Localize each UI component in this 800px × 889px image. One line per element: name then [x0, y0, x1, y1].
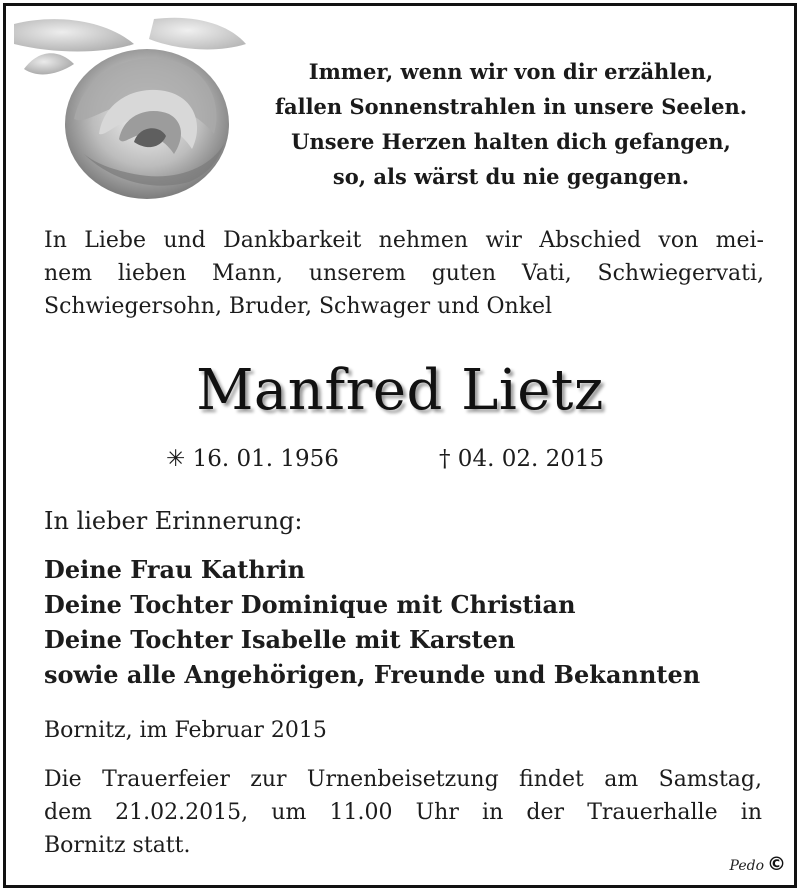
memory-heading: In lieber Erinnerung:	[44, 507, 303, 535]
poem	[251, 54, 771, 194]
birth-date: ✳ 16. 01. 1956	[166, 446, 339, 472]
funeral-notice	[44, 763, 762, 862]
mourners-list	[44, 552, 700, 692]
poem-line: so, als wärst du nie gegangen.	[332, 164, 690, 189]
mourner-line: Deine Tochter Isabelle mit Karsten	[44, 625, 516, 654]
farewell-line: Schwiegersohn, Bruder, Schwager und Onkel	[44, 294, 553, 319]
designer-signature: Pedo	[729, 858, 764, 874]
notice-line: Bornitz statt.	[44, 833, 191, 858]
farewell-text	[44, 224, 764, 323]
deceased-name: Manfred Lietz	[196, 358, 604, 423]
notice-line: dem 21.02.2015, um 11.00 Uhr in der Trauerhalle in	[44, 800, 762, 825]
poem-line: Immer, wenn wir von dir erzählen,	[308, 59, 714, 84]
farewell-line: nem lieben Mann, unserem guten Vati, Schwiegervati,	[44, 261, 764, 286]
mourner-line: Deine Frau Kathrin	[44, 555, 306, 584]
obituary-frame	[3, 3, 797, 888]
farewell-line: In Liebe und Dankbarkeit nehmen wir Abschied von mei-	[44, 228, 764, 253]
mourner-line: sowie alle Angehörigen, Freunde und Bekannten	[44, 660, 701, 689]
place-date: Bornitz, im Februar 2015	[44, 718, 327, 743]
poem-line: Unsere Herzen halten dich gefangen,	[291, 129, 731, 154]
notice-line: Die Trauerfeier zur Urnenbeisetzung findet am Samstag,	[44, 767, 762, 792]
death-date: † 04. 02. 2015	[439, 446, 605, 472]
rose-illustration	[14, 14, 246, 200]
poem-line: fallen Sonnenstrahlen in unsere Seelen.	[274, 94, 748, 119]
mourner-line: Deine Tochter Dominique mit Christian	[44, 590, 576, 619]
copyright-symbol: ©	[767, 853, 786, 875]
